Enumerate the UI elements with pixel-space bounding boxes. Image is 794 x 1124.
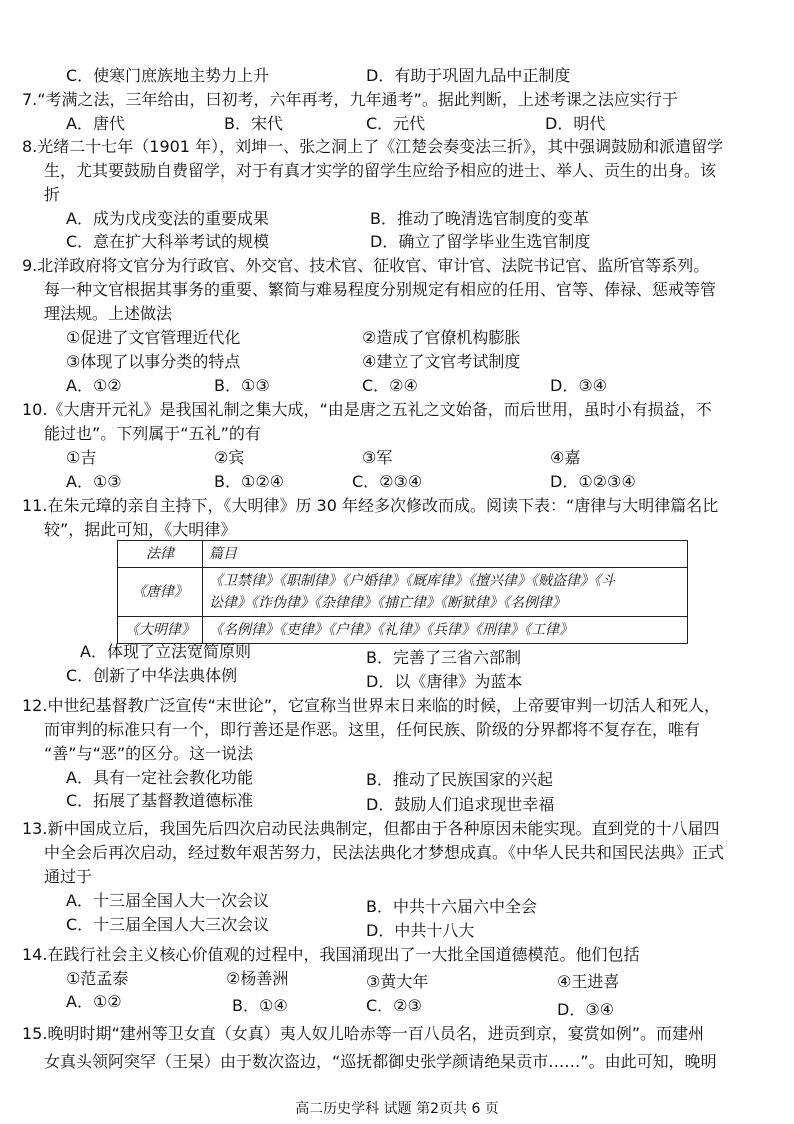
q11-option-d: D．以《唐律》为蓝本 [366,672,523,691]
table-cell-tang-chapters [203,568,688,617]
q6-option-c: C．使寒门庶族地主势力上升 [66,66,270,85]
q11-stem-line2: 较”，据此可知，《大明律》 [44,520,237,539]
q11-option-b: B．完善了三省六部制 [366,648,521,667]
q7-option-b: B．宋代 [224,114,283,133]
q9-stem-line1: 9.北洋政府将文官分为行政官、外交官、技术官、征收官、审计官、法院书记官、监所官等系列。 [22,256,710,275]
tang-chapters-line2: 讼律》《诈伪律》《杂律律》《捕亡律》《断狱律》《名例律》 [209,595,566,611]
q10-option-d: D．①②③④ [550,472,636,491]
q13-option-c: C．十三届全国人大三次会议 [66,915,270,934]
q9-item-3: ③体现了以事分类的特点 [66,352,241,371]
q8-option-c: C．意在扩大科举考试的规模 [66,232,270,251]
q10-stem-line1: 10.《大唐开元礼》是我国礼制之集大成，“由是唐之五礼之文始备，而后世用，虽时小有损益，不 [22,400,712,419]
q10-item-4: ④嘉 [550,448,581,467]
q13-stem-line2: 中全会后再次启动，经过数年艰苦努力，民法法典化才梦想成真。《中华人民共和国民法典》正式 [44,843,725,862]
q12-option-c: C．拓展了基督教道德标准 [66,791,254,810]
q14-item-3: ③黄大年 [366,972,429,991]
q9-item-1: ①促进了文官管理近代化 [66,328,241,347]
q10-item-3: ③军 [362,448,393,467]
table-header-chapters: 篇目 [203,541,688,568]
q14-item-2: ②杨善洲 [226,969,289,988]
q11-stem-line1: 11.在朱元璋的亲自主持下，《大明律》历 30 年经多次修改而成。阅读下表：“唐律与大明律篇名比 [22,496,719,515]
q12-stem-line2: 而审判的标准只有一个，即行善还是作恶。这里，任何民族、阶级的分界都将不复存在，唯有 [44,720,701,739]
table-cell-daming-chapters: 《名例律》《吏律》《户律》《礼律》《兵律》《刑律》《工律》 [203,617,688,644]
q7-stem: 7.“考满之法，三年给由，曰初考，六年再考，九年通考”。据此判断，上述考课之法应实行于 [22,90,678,109]
q10-item-2: ②宾 [214,448,245,467]
q13-option-d: D．中共十八大 [366,921,475,940]
q10-option-b: B．①②④ [214,472,285,491]
q13-stem-line3: 通过于 [44,867,93,886]
q7-option-a: A．唐代 [66,114,125,133]
q8-stem-line1: 8.光绪二十七年（1901 年），刘坤一、张之洞上了《江楚会奏变法三折》，其中强调鼓励和派遣留学 [22,137,724,156]
q14-item-1: ①范孟泰 [66,969,129,988]
q14-option-d: D．③④ [557,1000,615,1019]
q6-option-d: D．有助于巩固九品中正制度 [366,66,571,85]
q14-option-c: C．②③ [366,996,422,1015]
q14-item-4: ④王进喜 [557,972,620,991]
q9-option-a: A．①② [66,376,122,395]
q7-option-c: C．元代 [366,114,426,133]
q9-option-d: D．③④ [550,376,608,395]
q8-option-a: A．成为戊戌变法的重要成果 [66,209,269,228]
q11-option-a: A．体现了立法宽简原则 [80,642,251,661]
table-row [118,617,688,644]
table-row [118,568,688,617]
q9-stem-line2: 每一种文官根据其事务的重要、繁简与难易程度分别规定有相应的任用、官等、俸禄、惩戒等管 [44,280,717,299]
q10-option-c: C．②③④ [352,472,423,491]
q9-option-b: B．①③ [214,376,270,395]
q13-option-b: B．中共十六届六中全会 [366,897,537,916]
page-footer: 高二历史学科 试题 第2页共 6 页 [295,1101,499,1117]
law-comparison-table [117,540,688,644]
q12-option-d: D．鼓励人们追求现世幸福 [366,795,555,814]
q8-option-d: D．确立了留学毕业生选官制度 [370,232,591,251]
q9-item-4: ④建立了文官考试制度 [362,352,521,371]
q9-option-c: C．②④ [362,376,418,395]
q9-item-2: ②造成了官僚机构膨胀 [362,328,521,347]
q10-option-a: A．①③ [66,472,122,491]
q10-item-1: ①吉 [66,448,97,467]
q12-stem-line1: 12.中世纪基督教广泛宣传“末世论”，它宣称当世界末日来临的时候，上帝要审判一切活人和死人， [22,696,721,715]
q8-option-b: B．推动了晚清选官制度的变革 [370,209,589,228]
q13-option-a: A．十三届全国人大一次会议 [66,891,269,910]
q12-stem-line3: “善”与“恶”的区分。这一说法 [44,744,254,763]
q14-option-a: A．①② [66,992,122,1011]
table-cell-tang-lv: 《唐律》 [118,568,203,617]
q10-stem-line2: 能过也”。下列属于“五礼”的有 [44,424,261,443]
q8-stem-line2: 生，尤其要鼓励自费留学，对于有真才实学的留学生应给予相应的进士、举人、贡生的出身。该 [44,161,717,180]
table-cell-daming-lv: 《大明律》 [118,617,203,644]
q13-stem-line1: 13.新中国成立后，我国先后四次启动民法典制定，但都由于各种原因未能实现。直到党的十八届四 [22,819,720,838]
tang-chapters-line1: 《卫禁律》《职制律》《户婚律》《厩库律》《擅兴律》《贼盗律》《斗 [209,573,615,589]
q9-stem-line3: 理法规。上述做法 [44,304,173,323]
q14-stem: 14.在践行社会主义核心价值观的过程中，我国涌现出了一大批全国道德模范。他们包括 [22,945,640,964]
table-header-law: 法律 [118,541,203,568]
table-header-row [118,541,688,568]
q8-stem-line3: 折 [44,185,61,204]
q12-option-b: B．推动了民族国家的兴起 [366,770,553,789]
q14-option-b: B．①④ [232,996,288,1015]
q7-option-d: D．明代 [545,114,606,133]
q15-stem-line2: 女真头领阿突罕（王杲）由于数次盗边，“巡抚都御史张学颜请绝杲贡市……”。由此可知，晚明 [44,1052,717,1071]
q12-option-a: A．具有一定社会教化功能 [66,768,253,787]
q15-stem-line1: 15.晚明时期“建州等卫女直（女真）夷人奴儿哈赤等一百八员名，进贡到京，宴赏如例”。而建州 [22,1024,705,1043]
q11-option-c: C．创新了中华法典体例 [66,666,238,685]
